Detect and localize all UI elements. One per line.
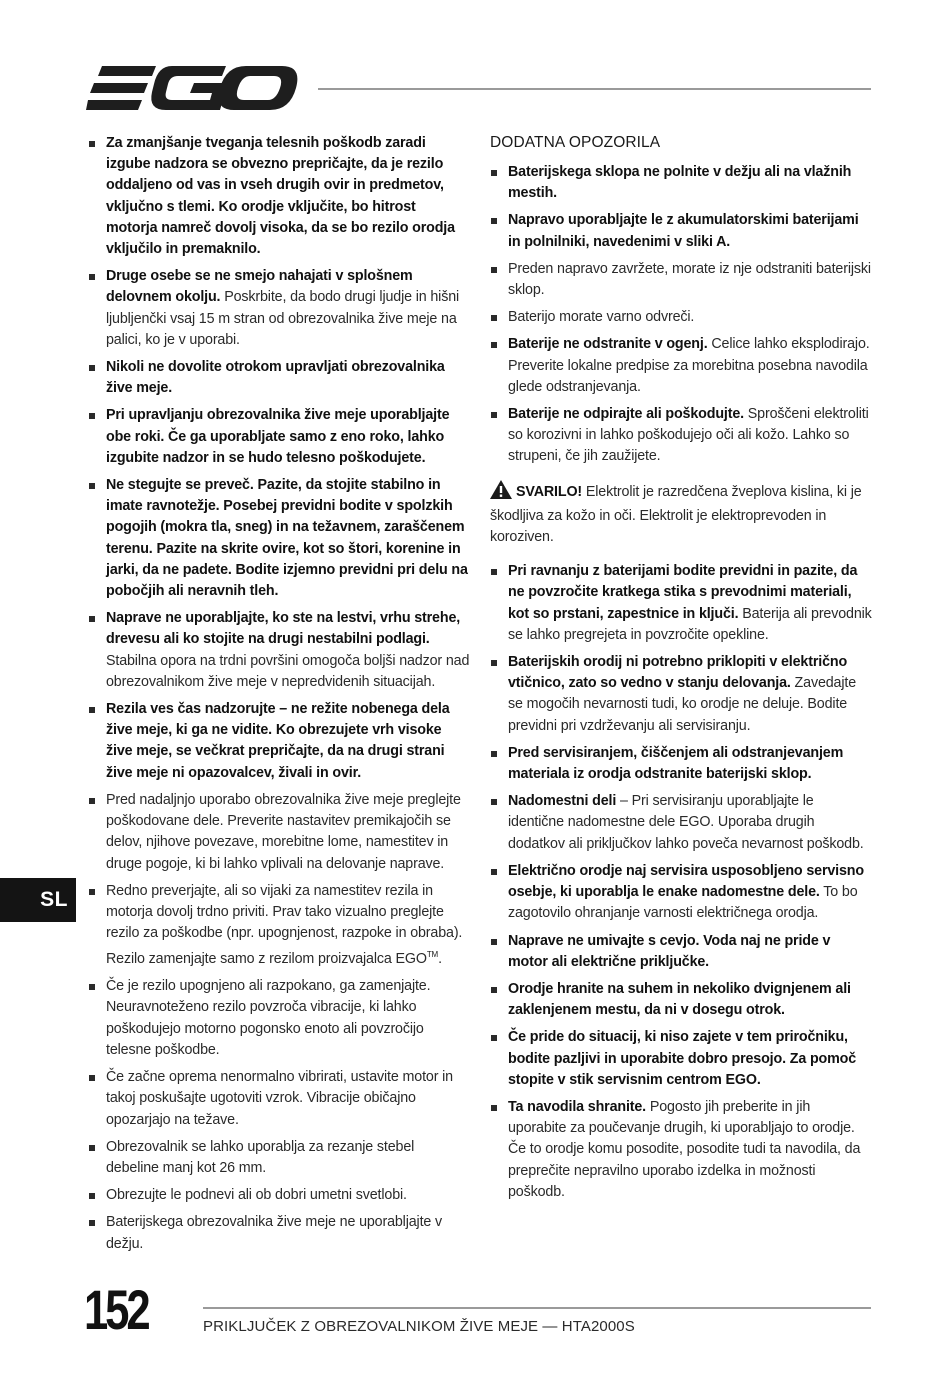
footer-divider xyxy=(203,1307,871,1309)
safety-bullet: Baterijskega obrezovalnika žive meje ne uporabljajte v dežju. xyxy=(88,1212,470,1254)
safety-bullet: Za zmanjšanje tveganja telesnih poškodb zaradi izgube nadzora se obvezno prepričajte, da je rezilo oddaljeno od vas in vseh drugih ovir in predmetov, vključno s tlemi. Ko orodje vključite, bo hitrost motorja namreč dovolj visoka, da se bo rezilo orodja vključilo in premaknilo. xyxy=(88,133,470,260)
safety-bullet: Če začne oprema nenormalno vibrirati, ustavite motor in takoj poskušajte ugotoviti vzrok. Vibracije običajno opozarjajo na težave. xyxy=(88,1067,470,1131)
battery-bullet: Ta navodila shranite. Pogosto jih preberite in jih uporabite za poučevanje drugih, ki uporabljajo to orodje. Če to orodje komu posodite, posodite tudi ta navodila, da preprečite nepravilno uporabo izdelka in možnosti poškodb. xyxy=(490,1097,872,1203)
header-divider xyxy=(318,88,871,90)
battery-bullet: Baterijo morate varno odvreči. xyxy=(490,307,872,328)
safety-bullet: Obrezovalnik se lahko uporablja za rezanje stebel debeline manj kot 26 mm. xyxy=(88,1137,470,1179)
battery-bullet: Baterijskega sklopa ne polnite v dežju ali na vlažnih mestih. xyxy=(490,162,872,204)
warning-text: Elektrolit je razredčena žveplova kislina, ki je škodljiva za kožo in oči. Elektrolit je elektroprevoden in koroziven. xyxy=(490,483,862,546)
safety-bullet: Druge osebe se ne smejo nahajati v splošnem delovnem okolju. Poskrbite, da bodo drugi ljudje in hišni ljubljenčki vsaj 15 m stran od obrezovalnika žive meje na palici, ko je v uporabi. xyxy=(88,266,470,351)
safety-bullet: Ne stegujte se preveč. Pazite, da stojite stabilno in imate ravnotežje. Posebej previdni bodite v spolzkih pogojih (mokra tla, sneg) in na težavnem, zaraščenem terenu. Pazite na skrite ovire, kot so štori, korenine in jarki, da ne padete. Bodite izjemno previdni pri delu na pobočjih ali neravnih tleh. xyxy=(88,475,470,602)
language-tab: SL xyxy=(0,878,76,922)
warning-label: SVARILO! xyxy=(516,483,583,500)
battery-bullet: Naprave ne umivajte s cevjo. Voda naj ne pride v motor ali električne priključke. xyxy=(490,931,872,973)
battery-bullet: Orodje hranite na suhem in nekoliko dvignjenem ali zaklenjenem mestu, da ni v dosegu otrok. xyxy=(490,979,872,1021)
battery-bullet: Pred servisiranjem, čiščenjem ali odstranjevanjem materiala iz orodja odstranite baterijski sklop. xyxy=(490,743,872,785)
battery-bullet: Baterijskih orodij ni potrebno priklopiti v električno vtičnico, zato so vedno v stanju delovanja. Zavedajte se mogočih nevarnosti tudi, ko orodje ne deluje. Bodite previdni pri vzdrževanju ali servisiranju. xyxy=(490,652,872,737)
warning-triangle-icon xyxy=(490,480,512,506)
warning-paragraph xyxy=(490,480,872,549)
right-column xyxy=(490,133,872,1209)
safety-bullet: Nikoli ne dovolite otrokom upravljati obrezovalnika žive meje. xyxy=(88,357,470,399)
battery-bullet: Pri ravnanju z baterijami bodite previdni in pazite, da ne povzročite kratkega stika s prevodnimi materiali, kot so prstani, zapestnice in ključi. Baterija ali prevodnik se lahko pregrejeta in povzročite opekline. xyxy=(490,561,872,646)
battery-bullet: Če pride do situacij, ki niso zajete v tem priročniku, bodite pazljivi in uporabite dobro presojo. Za pomoč stopite v stik servisnim centrom EGO. xyxy=(490,1027,872,1091)
safety-bullet: Pri upravljanju obrezovalnika žive meje uporabljajte obe roki. Če ga uporabljate samo z eno roko, lahko izgubite nadzor in se hudo telesno poškodujete. xyxy=(88,405,470,469)
battery-bullet: Napravo uporabljajte le z akumulatorskimi baterijami in polnilniki, navedenimi v sliki A. xyxy=(490,210,872,252)
battery-bullet: Baterije ne odstranite v ogenj. Celice lahko eksplodirajo. Preverite lokalne predpise za morebitna posebna navodila glede odstranjevanja. xyxy=(490,334,872,398)
safety-bullet: Rezila ves čas nadzorujte – ne režite nobenega dela žive meje, ki ga ne vidite. Ko obrezujete vrh visoke žive meje, se večkrat prepričajte, da na drugi strani žive meje ni opazovalcev, živali in ovir. xyxy=(88,699,470,784)
safety-bullet: Naprave ne uporabljajte, ko ste na lestvi, vrhu strehe, drevesu ali ko stojite na drugi nestabilni podlagi. Stabilna opora na trdni površini omogoča boljši nadzor nad obrezovalnikom žive meje v nepredvidenih situacijah. xyxy=(88,608,470,693)
safety-bullet: Če je rezilo upognjeno ali razpokano, ga zamenjajte. Neuravnoteženo rezilo povzroča vibracije, ki lahko poškodujejo motorno pogonsko enoto ali povzročijo telesne poškodbe. xyxy=(88,976,470,1061)
left-column xyxy=(88,133,470,1261)
battery-bullet: Električno orodje naj servisira usposobljeno servisno osebje, ki uporablja le enake nadomestne dele. To bo zagotovilo ohranjanje varnosti električnega orodja. xyxy=(490,861,872,925)
ego-logo-graphic xyxy=(86,62,298,114)
battery-bullet: Nadomestni deli – Pri servisiranju uporabljajte le identične nadomestne dele EGO. Uporaba drugih dodatkov ali priključkov lahko poveča nevarnost poškodb. xyxy=(490,791,872,855)
safety-bullet: Redno preverjajte, ali so vijaki za namestitev rezila in motorja dovolj trdno priviti. Prav tako vizualno preglejte rezilo za poškodbe (npr. upognjenost, razpoke in obraba). Rezilo zamenjajte samo z rezilom proizvajalca EGO™. xyxy=(88,881,470,971)
section-title: DODATNA OPOZORILA xyxy=(490,134,661,151)
battery-bullet: Baterije ne odpirajte ali poškodujte. Sproščeni elektroliti so korozivni in lahko poškodujejo oči ali kožo. Lahko so strupeni, če jih zaužijete. xyxy=(490,404,872,468)
footer-title: PRIKLJUČEK Z OBREZOVALNIKOM ŽIVE MEJE — HTA2000S xyxy=(203,1318,635,1335)
battery-bullet: Preden napravo zavržete, morate iz nje odstraniti baterijski sklop. xyxy=(490,259,872,301)
page-number: 152 xyxy=(84,1278,148,1341)
safety-bullet: Pred nadaljnjo uporabo obrezovalnika žive meje preglejte poškodovane dele. Preverite nastavitev premikajočih se delov, njihove povezave, morebitne lome, namestitev in druge pogoje, ki bi lahko vplivali na delovanje naprave. xyxy=(88,790,470,875)
ego-logo xyxy=(86,62,298,114)
safety-bullet: Obrezujte le podnevi ali ob dobri umetni svetlobi. xyxy=(88,1185,470,1206)
